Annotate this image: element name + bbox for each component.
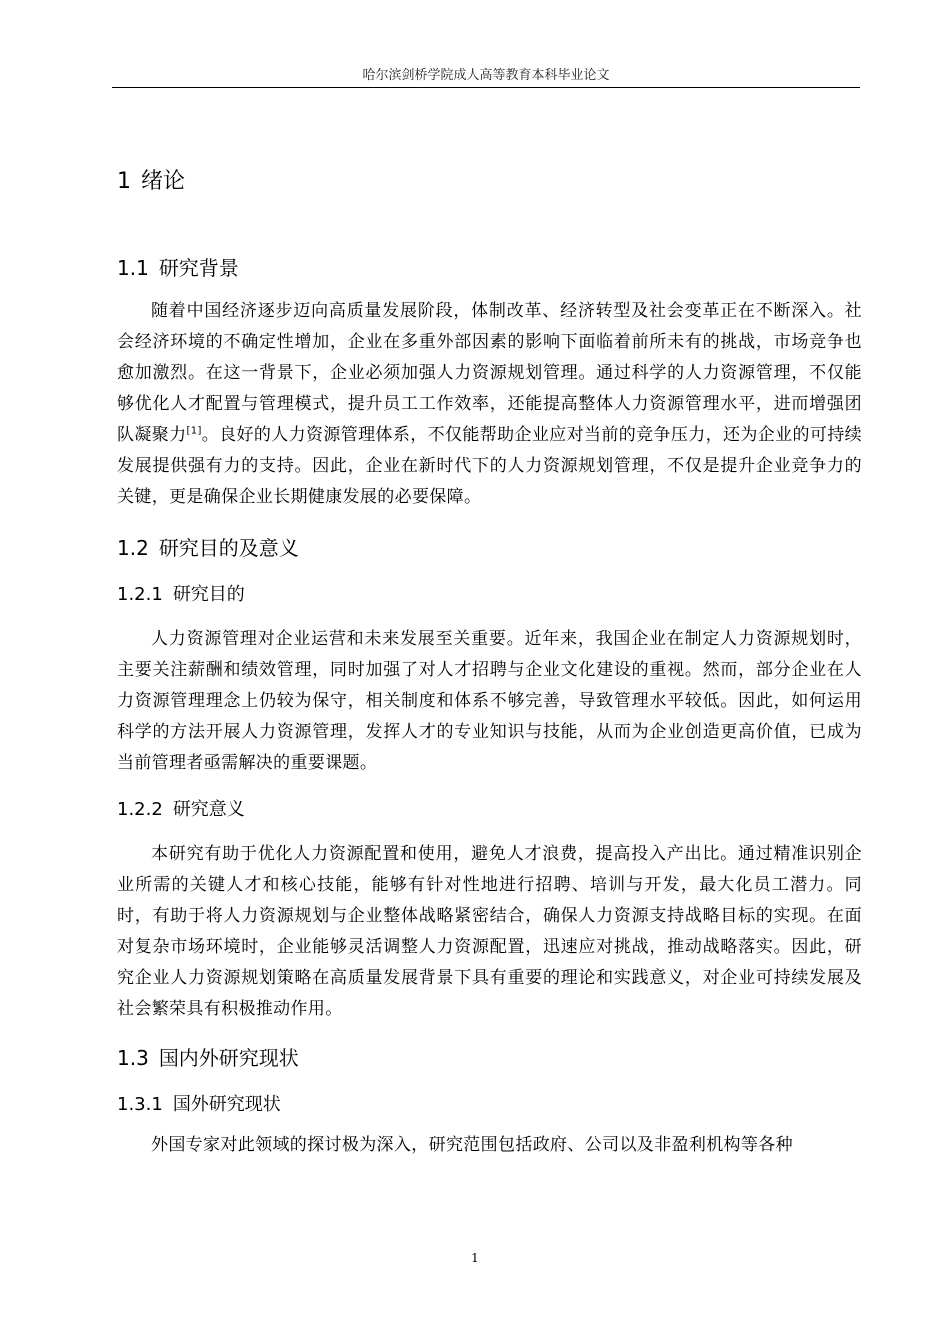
subsection-heading-1-2-2: [117, 795, 245, 821]
paragraph-foreign-research: 外国专家对此领域的探讨极为深入，研究范围包括政府、公司以及非盈利机构等各种: [151, 1135, 793, 1155]
subsection-number: 1.2.2: [117, 799, 163, 820]
subsection-heading-1-2-1: [117, 580, 245, 606]
paragraph-text: 随着中国经济逐步迈向高质量发展阶段，体制改革、经济转型及社会变革正在不断深入。社会经济环境的不确定性增加，企业在多重外部因素的影响下面临着前所未有的挑战，市场竞争也愈加激烈。在这一背景下，企业必须加强人力资源规划管理。通过科学的人力资源管理，不仅能够优化人才配置与管理模式，提升员工工作效率，还能提高整体人力资源管理水平，进而增强团队凝聚力: [117, 301, 862, 445]
section-title: 国内外研究现状: [158, 1046, 299, 1070]
citation-ref: [1]: [186, 425, 202, 437]
chapter-heading: [117, 164, 185, 195]
section-heading-1-2: [117, 532, 299, 561]
section-title: 研究目的及意义: [158, 536, 299, 560]
section-heading-1-1: [117, 252, 239, 281]
paragraph-significance: 本研究有助于优化人力资源配置和使用，避免人才浪费，提高投入产出比。通过精准识别企业所需的关键人才和核心技能，能够有针对性地进行招聘、培训与开发，最大化员工潜力。同时，有助于将人力资源规划与企业整体战略紧密结合，确保人力资源支持战略目标的实现。在面对复杂市场环境时，企业能够灵活调整人力资源配置，迅速应对挑战，推动战略落实。因此，研究企业人力资源规划策略在高质量发展背景下具有重要的理论和实践意义，对企业可持续发展及社会繁荣具有积极推动作用。: [117, 844, 862, 1019]
header-rule: [112, 87, 860, 88]
page-number: 1: [471, 1251, 479, 1265]
section-title: 研究背景: [158, 256, 239, 280]
paragraph-text-tail: 。良好的人力资源管理体系，不仅能帮助企业应对当前的竞争压力，还为企业的可持续发展提供强有力的支持。因此，企业在新时代下的人力资源规划管理，不仅是提升企业竞争力的关键，更是确保企业长期健康发展的必要保障。: [117, 425, 862, 507]
section-number: 1.1: [117, 256, 149, 280]
subsection-heading-1-3-1: [117, 1090, 281, 1116]
subsection-number: 1.3.1: [117, 1094, 163, 1115]
chapter-title: 绪论: [141, 169, 186, 194]
chapter-number: 1: [117, 169, 131, 194]
section-heading-1-3: [117, 1042, 299, 1071]
section-number: 1.3: [117, 1046, 149, 1070]
paragraph-background: [117, 296, 862, 513]
subsection-title: 研究意义: [172, 799, 245, 820]
subsection-title: 国外研究现状: [172, 1094, 281, 1115]
page-header: 哈尔滨剑桥学院成人高等教育本科毕业论文: [362, 68, 610, 83]
subsection-number: 1.2.1: [117, 584, 163, 605]
paragraph-purpose: 人力资源管理对企业运营和未来发展至关重要。近年来，我国企业在制定人力资源规划时，主要关注薪酬和绩效管理，同时加强了对人才招聘与企业文化建设的重视。然而，部分企业在人力资源管理理念上仍较为保守，相关制度和体系不够完善，导致管理水平较低。因此，如何运用科学的方法开展人力资源管理，发挥人才的专业知识与技能，从而为企业创造更高价值，已成为当前管理者亟需解决的重要课题。: [117, 629, 862, 773]
subsection-title: 研究目的: [172, 584, 245, 605]
section-number: 1.2: [117, 536, 149, 560]
